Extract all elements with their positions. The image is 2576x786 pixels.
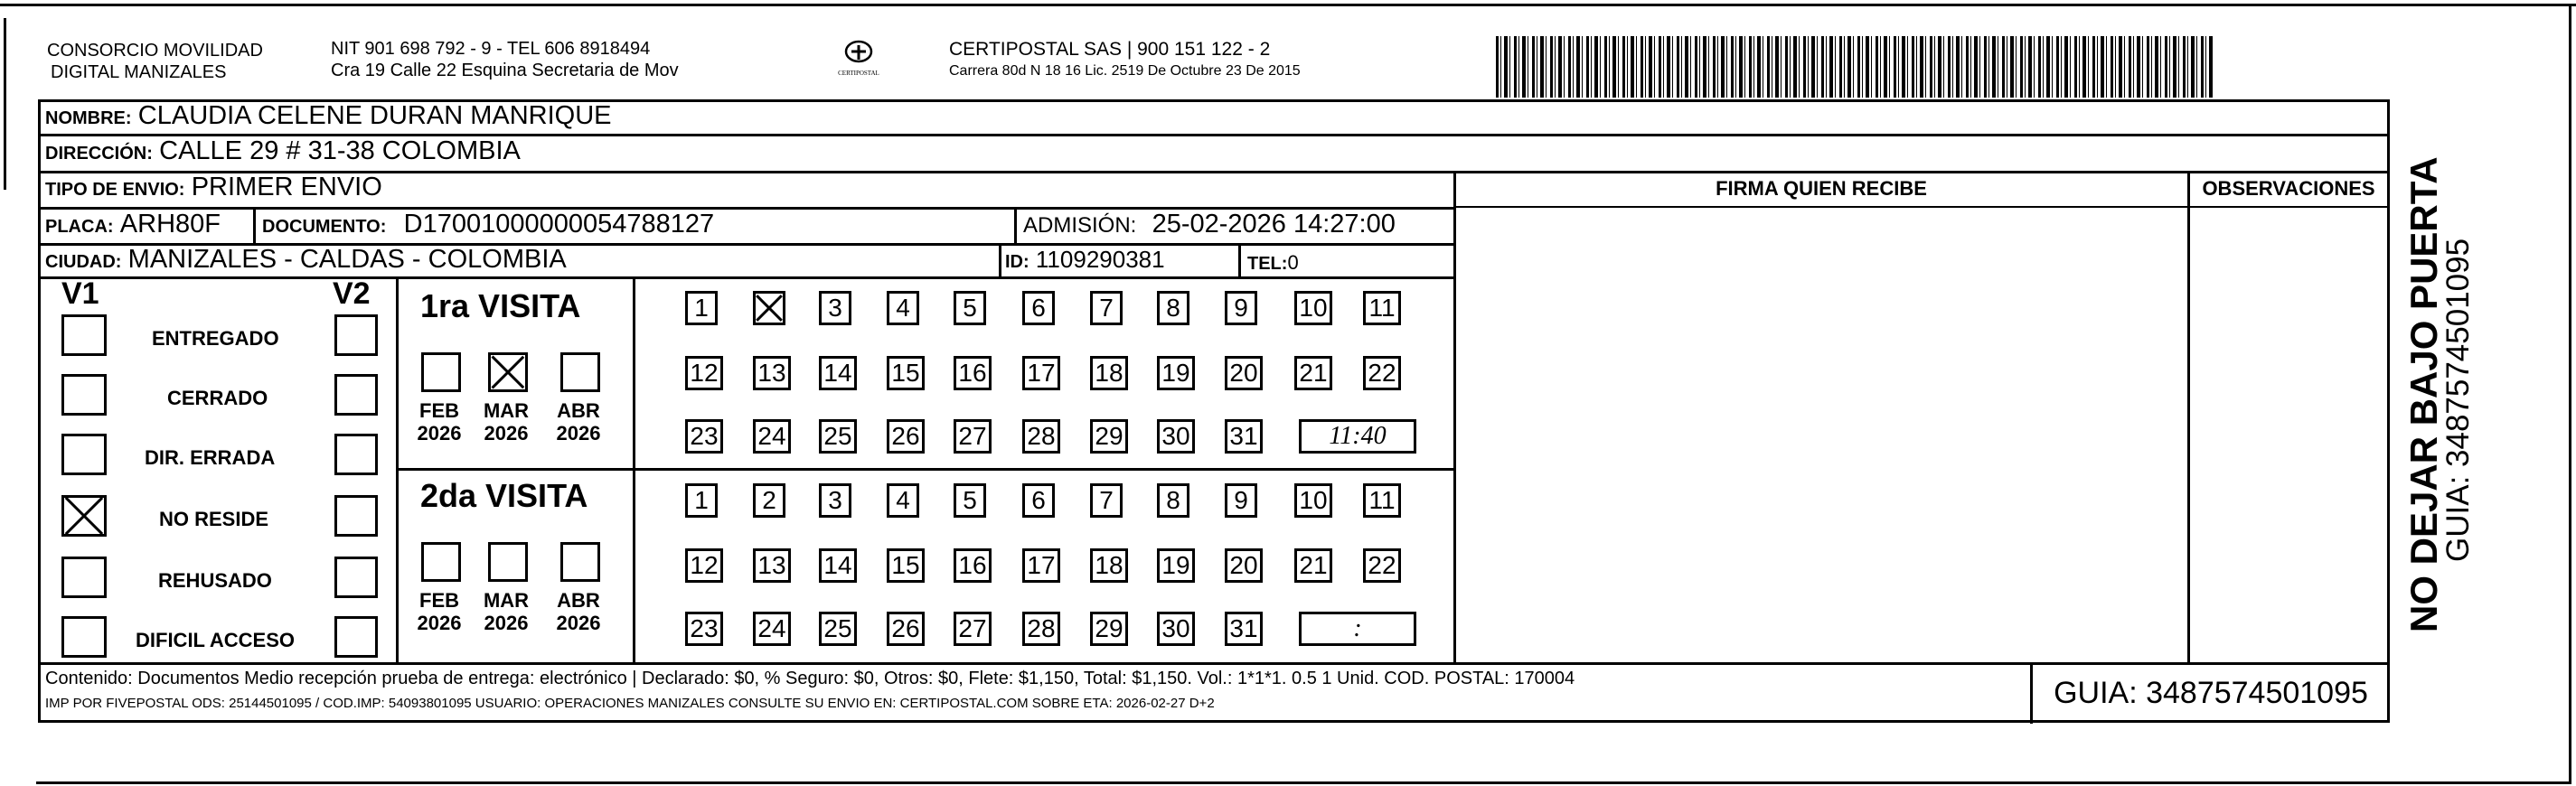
second-day-10[interactable]: 10 xyxy=(1294,483,1332,518)
status-label: CERRADO xyxy=(167,387,268,409)
second-day-4[interactable]: 4 xyxy=(887,483,919,518)
cell-divider xyxy=(1014,208,1017,244)
first-day-25[interactable]: 25 xyxy=(819,419,857,454)
v1-label: V1 xyxy=(61,276,99,311)
first-month-mar-checkbox[interactable] xyxy=(488,352,528,392)
observaciones-area[interactable] xyxy=(2191,209,2388,660)
ciudad-value: MANIZALES - CALDAS - COLOMBIA xyxy=(127,245,567,274)
first-day-15[interactable]: 15 xyxy=(887,356,925,390)
month-name: MAR xyxy=(483,399,530,422)
second-month-label xyxy=(479,589,533,634)
status-label: NO RESIDE xyxy=(159,508,269,530)
second-day-31[interactable]: 31 xyxy=(1225,612,1263,646)
tel-cell xyxy=(1247,248,1299,277)
v1-checkbox[interactable] xyxy=(61,557,107,598)
v1-checkbox[interactable] xyxy=(61,495,107,537)
month-year: 2026 xyxy=(417,612,462,634)
first-day-3[interactable]: 3 xyxy=(819,291,851,325)
placa-label: PLACA: xyxy=(45,217,114,237)
footer-guia: GUIA: 3487574501095 xyxy=(2054,676,2368,710)
nombre-row xyxy=(45,102,612,132)
left-border xyxy=(4,18,6,190)
nit-line: NIT 901 698 792 - 9 - TEL 606 8918494 xyxy=(331,39,651,59)
first-month-label xyxy=(479,399,533,444)
second-month-feb-checkbox[interactable] xyxy=(421,542,461,582)
month-year: 2026 xyxy=(556,612,601,634)
certipostal-logo xyxy=(833,38,884,77)
second-day-12[interactable]: 12 xyxy=(685,548,723,583)
v2-checkbox[interactable] xyxy=(334,374,378,416)
courier-line: CERTIPOSTAL SAS | 900 151 122 - 2 xyxy=(949,39,1271,60)
second-day-7[interactable]: 7 xyxy=(1090,483,1123,518)
first-day-6[interactable]: 6 xyxy=(1022,291,1055,325)
ciudad-cell xyxy=(45,246,567,276)
first-day-13[interactable]: 13 xyxy=(753,356,791,390)
month-name: MAR xyxy=(483,589,530,612)
company-name xyxy=(47,40,263,83)
month-year: 2026 xyxy=(417,422,462,444)
second-time-box[interactable]: : xyxy=(1299,612,1416,646)
second-day-28[interactable]: 28 xyxy=(1022,612,1060,646)
first-day-28[interactable]: 28 xyxy=(1022,419,1060,454)
second-day-3[interactable]: 3 xyxy=(819,483,851,518)
first-day-31[interactable]: 31 xyxy=(1225,419,1263,454)
first-day-4[interactable]: 4 xyxy=(887,291,919,325)
second-visit-title: 2da VISITA xyxy=(420,477,588,514)
month-name: ABR xyxy=(557,399,600,422)
admision-value: 25-02-2026 14:27:00 xyxy=(1152,210,1396,239)
second-day-11[interactable]: 11 xyxy=(1363,483,1401,518)
side-guia: GUIA: 3487574501095 xyxy=(2440,238,2476,562)
status-label: DIR. ERRADA xyxy=(145,446,276,469)
status-label: ENTREGADO xyxy=(152,327,279,350)
first-month-label xyxy=(551,399,606,444)
col-divider xyxy=(1455,206,2390,208)
second-day-22[interactable]: 22 xyxy=(1363,548,1401,583)
first-day-23[interactable]: 23 xyxy=(685,419,723,454)
company-contact xyxy=(331,38,679,81)
observaciones-header: OBSERVACIONES xyxy=(2202,177,2375,200)
first-day-5[interactable]: 5 xyxy=(954,291,986,325)
second-day-9[interactable]: 9 xyxy=(1225,483,1257,518)
v2-checkbox[interactable] xyxy=(334,557,378,598)
direccion-value: CALLE 29 # 31-38 COLOMBIA xyxy=(159,136,521,165)
second-day-17[interactable]: 17 xyxy=(1022,548,1060,583)
cell-divider xyxy=(999,244,1001,277)
row-divider xyxy=(38,171,2390,173)
placa-cell xyxy=(45,211,221,240)
month-year: 2026 xyxy=(556,422,601,444)
first-day-1[interactable]: 1 xyxy=(685,291,718,325)
footer-content: Contenido: Documentos Medio recepción prueba de entrega: electrónico | Declarado: $0, % Seguro: $0, Otros: $0, Flete: $1,150, Total: $1,150. Vol.: 1*1*1. 0.5 1 Unid. COD. POSTAL: 170004 xyxy=(45,669,1575,688)
visit-divider xyxy=(396,468,1455,471)
documento-cell xyxy=(262,211,714,240)
second-day-30[interactable]: 30 xyxy=(1157,612,1195,646)
first-day-24[interactable]: 24 xyxy=(753,419,791,454)
second-day-14[interactable]: 14 xyxy=(819,548,857,583)
second-day-25[interactable]: 25 xyxy=(819,612,857,646)
cell-divider xyxy=(1238,244,1241,277)
first-day-19[interactable]: 19 xyxy=(1157,356,1195,390)
first-day-2[interactable] xyxy=(753,291,785,325)
first-day-11[interactable]: 11 xyxy=(1363,291,1401,325)
first-day-20[interactable]: 20 xyxy=(1225,356,1263,390)
v2-checkbox[interactable] xyxy=(334,314,378,356)
footer-divider xyxy=(2030,664,2033,724)
second-day-21[interactable]: 21 xyxy=(1294,548,1332,583)
courier-info xyxy=(949,38,1301,81)
top-border xyxy=(0,4,2576,6)
month-year: 2026 xyxy=(484,612,529,634)
courier-address: Carrera 80d N 18 16 Lic. 2519 De Octubre 23 De 2015 xyxy=(949,63,1301,79)
first-day-30[interactable]: 30 xyxy=(1157,419,1195,454)
ciudad-label: CIUDAD: xyxy=(45,252,122,272)
row-divider xyxy=(38,276,1455,279)
first-month-feb-checkbox[interactable] xyxy=(421,352,461,392)
tel-value: 0 xyxy=(1287,251,1299,274)
placa-value: ARH80F xyxy=(119,210,221,239)
second-day-29[interactable]: 29 xyxy=(1090,612,1128,646)
tipo-label: TIPO DE ENVIO: xyxy=(45,180,185,200)
signature-area[interactable] xyxy=(1457,209,2186,660)
id-label: ID: xyxy=(1005,252,1029,272)
second-day-15[interactable]: 15 xyxy=(887,548,925,583)
first-month-abr-checkbox[interactable] xyxy=(560,352,600,392)
admision-label: ADMISIÓN: xyxy=(1023,213,1137,238)
v1-checkbox[interactable] xyxy=(61,374,107,416)
cell-divider xyxy=(253,208,256,244)
right-border xyxy=(2569,5,2571,781)
v1-checkbox[interactable] xyxy=(61,616,107,658)
first-day-27[interactable]: 27 xyxy=(954,419,992,454)
col-divider xyxy=(2187,171,2190,663)
second-day-19[interactable]: 19 xyxy=(1157,548,1195,583)
first-day-7[interactable]: 7 xyxy=(1090,291,1123,325)
second-month-label xyxy=(551,589,606,634)
company-line-1: CONSORCIO MOVILIDAD xyxy=(47,41,263,61)
first-time-box[interactable]: 11:40 xyxy=(1299,419,1416,454)
first-day-29[interactable]: 29 xyxy=(1090,419,1128,454)
v2-label: V2 xyxy=(333,276,371,311)
direccion-row xyxy=(45,137,521,167)
first-day-22[interactable]: 22 xyxy=(1363,356,1401,390)
v1-checkbox[interactable] xyxy=(61,434,107,475)
first-day-17[interactable]: 17 xyxy=(1022,356,1060,390)
first-day-9[interactable]: 9 xyxy=(1225,291,1257,325)
first-day-10[interactable]: 10 xyxy=(1294,291,1332,325)
second-day-26[interactable]: 26 xyxy=(887,612,925,646)
second-day-24[interactable]: 24 xyxy=(753,612,791,646)
barcode xyxy=(1496,36,2214,98)
documento-value: D17001000000054788127 xyxy=(403,210,715,239)
first-day-18[interactable]: 18 xyxy=(1090,356,1128,390)
first-day-21[interactable]: 21 xyxy=(1294,356,1332,390)
first-month-label xyxy=(412,399,466,444)
col-divider xyxy=(1453,171,1456,663)
direccion-label: DIRECCIÓN: xyxy=(45,144,153,164)
documento-label: DOCUMENTO: xyxy=(262,217,387,237)
side-notice: NO DEJAR BAJO PUERTA xyxy=(2402,156,2445,632)
month-name: FEB xyxy=(419,589,459,612)
tipo-value: PRIMER ENVIO xyxy=(191,173,382,201)
address-line: Cra 19 Calle 22 Esquina Secretaria de Mov xyxy=(331,61,679,80)
month-year: 2026 xyxy=(484,422,529,444)
firma-header: FIRMA QUIEN RECIBE xyxy=(1716,177,1927,200)
second-month-label xyxy=(412,589,466,634)
first-visit-title: 1ra VISITA xyxy=(420,287,581,324)
logo-icon xyxy=(843,38,874,65)
second-day-1[interactable]: 1 xyxy=(685,483,718,518)
company-line-2: DIGITAL MANIZALES xyxy=(51,62,227,82)
status-label: DIFICIL ACCESO xyxy=(136,629,296,651)
second-day-8[interactable]: 8 xyxy=(1157,483,1189,518)
second-day-5[interactable]: 5 xyxy=(954,483,986,518)
status-label: REHUSADO xyxy=(158,569,272,592)
second-day-6[interactable]: 6 xyxy=(1022,483,1055,518)
v2-checkbox[interactable] xyxy=(334,434,378,475)
month-name: FEB xyxy=(419,399,459,422)
visit-col-divider xyxy=(633,276,635,663)
v1-checkbox[interactable] xyxy=(61,314,107,356)
second-month-abr-checkbox[interactable] xyxy=(560,542,600,582)
footer-imp: IMP POR FIVEPOSTAL ODS: 25144501095 / COD.IMP: 54093801095 USUARIO: OPERACIONES MANIZALES CONSULTE SU ENVIO EN: CERTIPOSTAL.COM SOBRE ETA: 2026-02-27 D+2 xyxy=(45,696,1215,711)
logo-text: CERTIPOSTAL xyxy=(838,70,879,77)
first-day-26[interactable]: 26 xyxy=(887,419,925,454)
bottom-border xyxy=(36,781,2571,784)
id-cell xyxy=(1005,246,1165,276)
second-day-2[interactable]: 2 xyxy=(753,483,785,518)
month-name: ABR xyxy=(557,589,600,612)
first-day-8[interactable]: 8 xyxy=(1157,291,1189,325)
v2-checkbox[interactable] xyxy=(334,495,378,537)
tel-label: TEL: xyxy=(1247,254,1288,274)
second-day-27[interactable]: 27 xyxy=(954,612,992,646)
v2-checkbox[interactable] xyxy=(334,616,378,658)
second-day-18[interactable]: 18 xyxy=(1090,548,1128,583)
nombre-value: CLAUDIA CELENE DURAN MANRIQUE xyxy=(137,101,612,130)
row-divider xyxy=(38,662,2390,665)
first-day-14[interactable]: 14 xyxy=(819,356,857,390)
id-value: 1109290381 xyxy=(1035,246,1165,273)
second-day-16[interactable]: 16 xyxy=(954,548,992,583)
second-month-mar-checkbox[interactable] xyxy=(488,542,528,582)
first-day-12[interactable]: 12 xyxy=(685,356,723,390)
first-day-16[interactable]: 16 xyxy=(954,356,992,390)
second-day-20[interactable]: 20 xyxy=(1225,548,1263,583)
tipo-row xyxy=(45,173,382,203)
nombre-label: NOMBRE: xyxy=(45,108,132,128)
second-day-13[interactable]: 13 xyxy=(753,548,791,583)
second-day-23[interactable]: 23 xyxy=(685,612,723,646)
admision-cell xyxy=(1023,211,1396,239)
